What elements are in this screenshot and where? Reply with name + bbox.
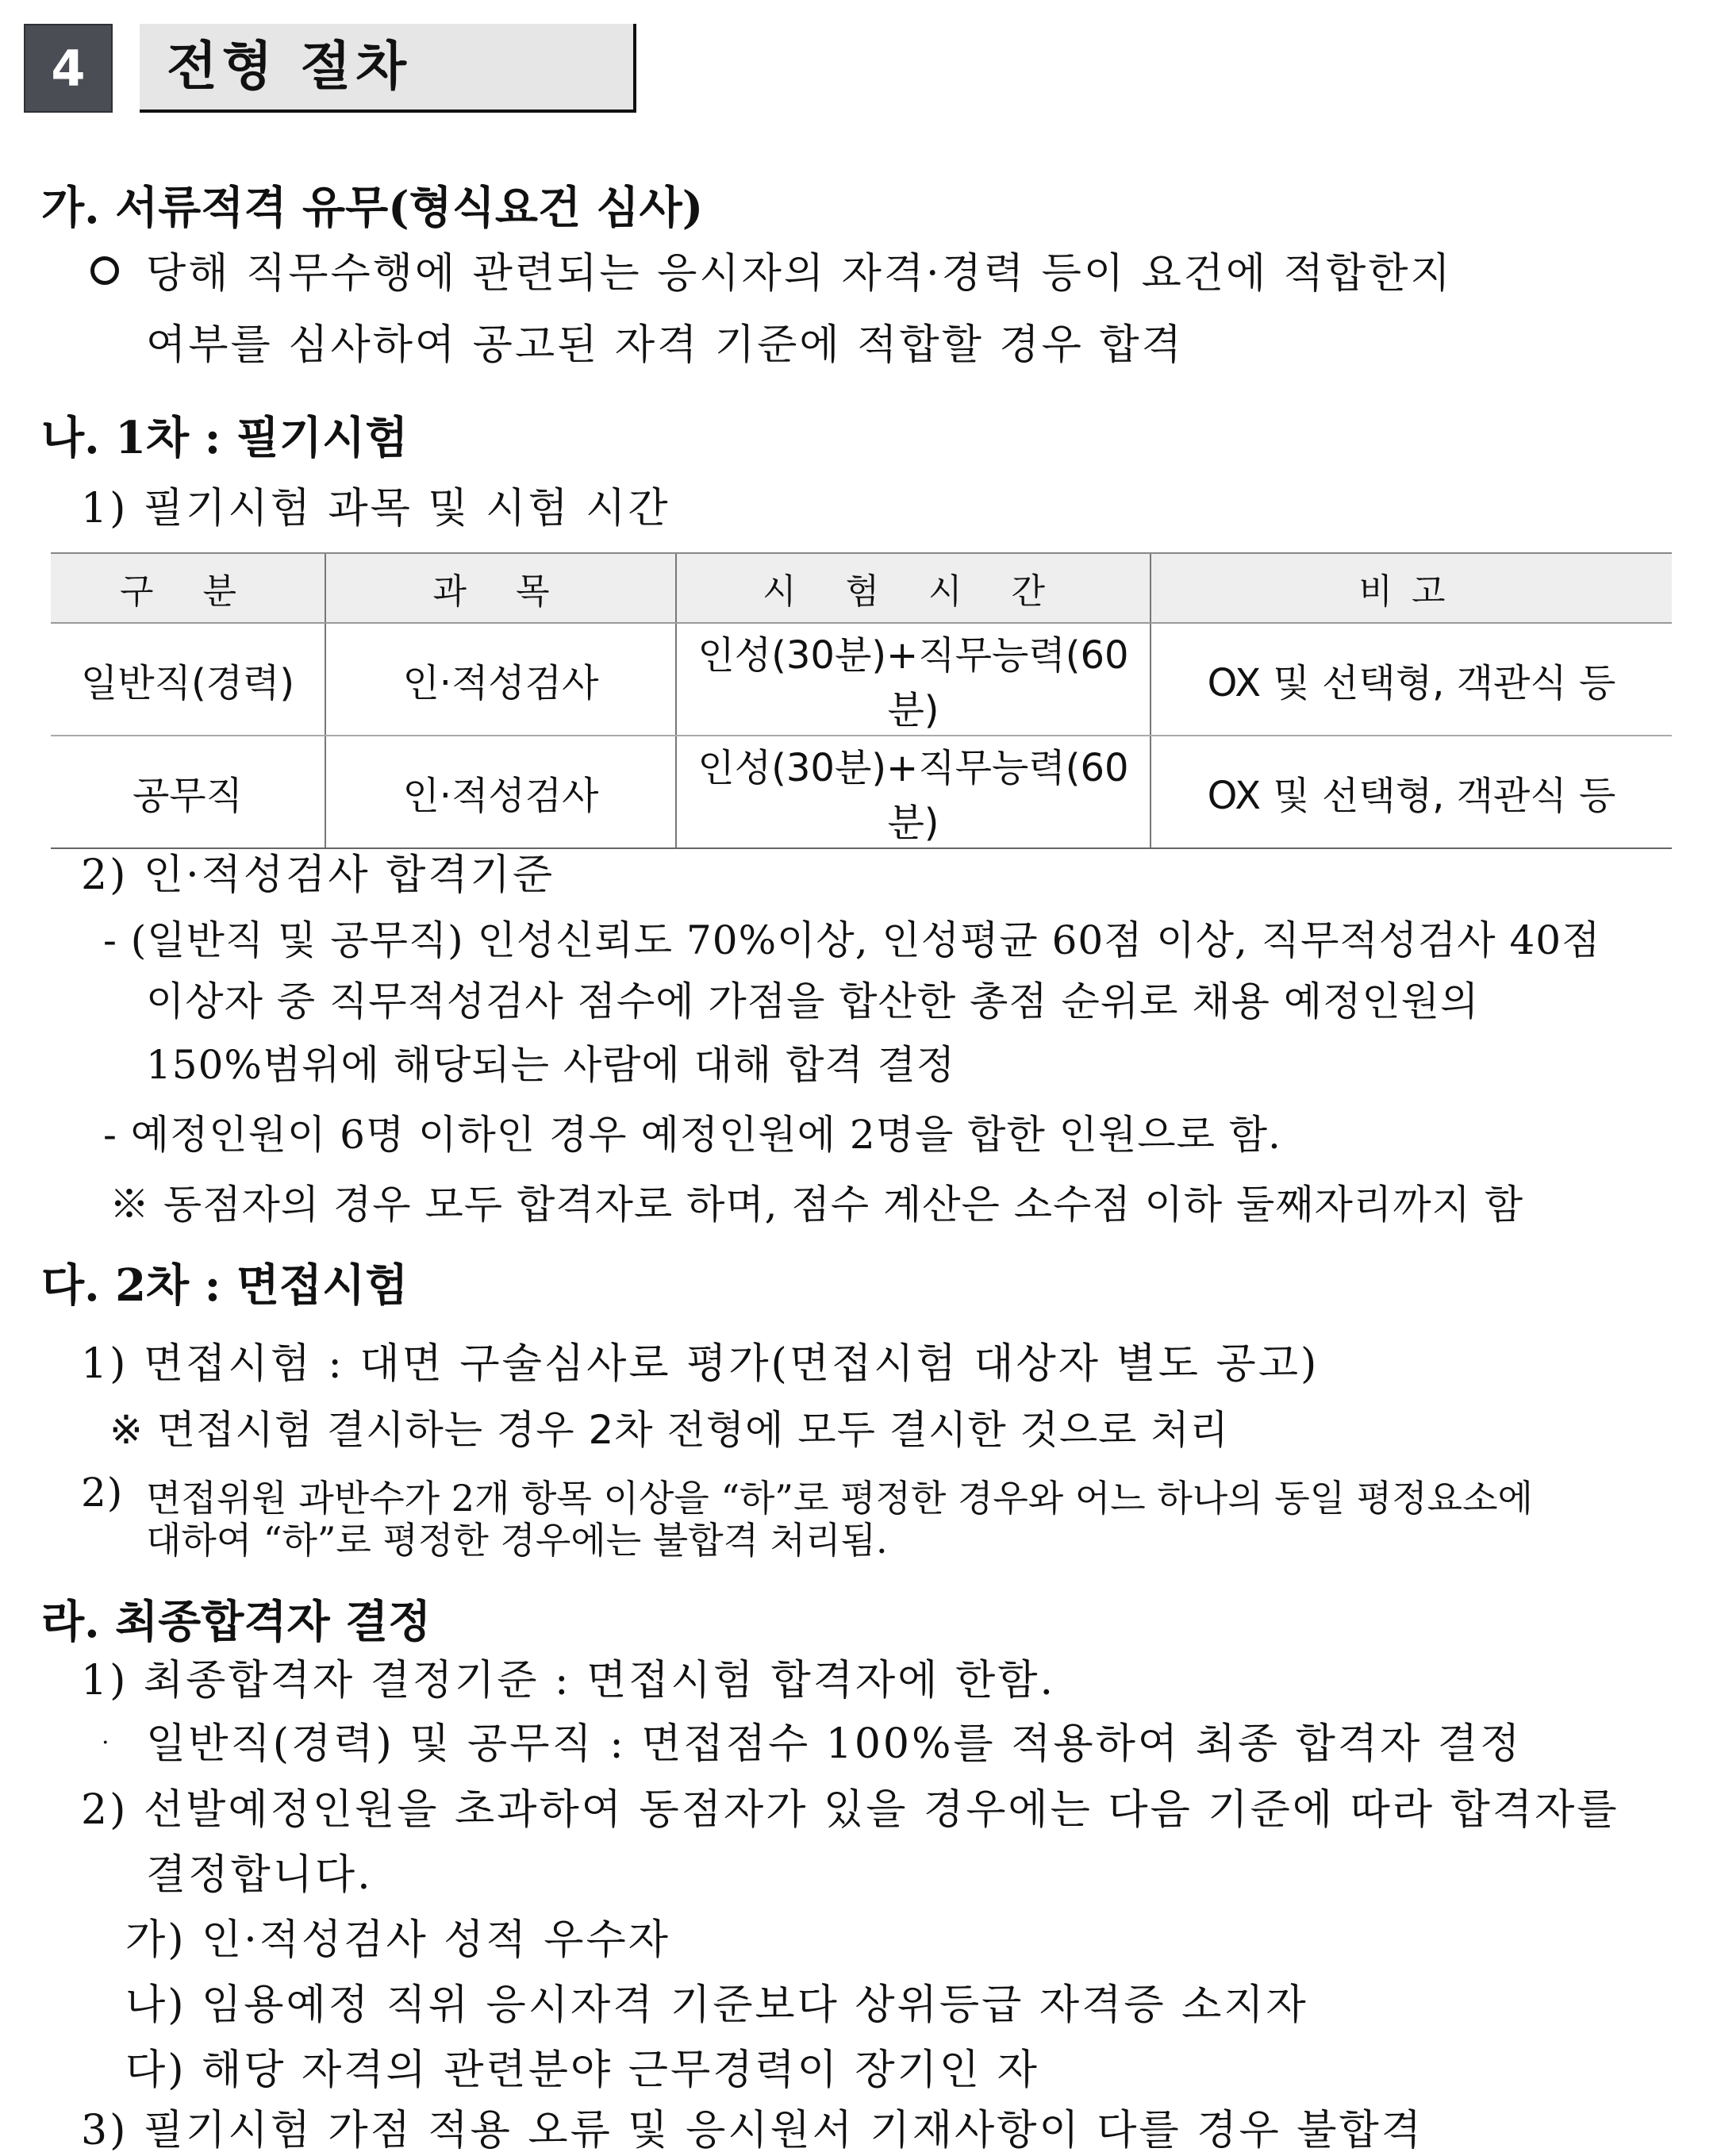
table-row	[51, 623, 1672, 736]
da-item2-line1: 면접위원 과반수가 2개 항목 이상을 “하”로 평정한 경우와 어느 하나의 동일 평정요소에	[146, 1477, 1533, 1520]
table-cell: 인·적성검사	[325, 623, 676, 736]
heading-written-test: 나. 1차 : 필기시험	[41, 412, 409, 464]
exam-schedule-table	[51, 552, 1672, 849]
table-cell: 인성(30분)+직무능력(60분)	[676, 623, 1151, 736]
table-cell: 공무직	[51, 736, 325, 848]
ga-bullet-line1: 당해 직무수행에 관련되는 응시자의 자격·경력 등이 요건에 적합한지	[146, 250, 1453, 298]
na-item1: 1) 필기시험 과목 및 시험 시간	[81, 485, 670, 532]
section-title: 전형 절차	[140, 24, 636, 113]
ra-item1: 1) 최종합격자 결정기준 : 면접시험 합격자에 한함.	[81, 1657, 1056, 1704]
table-cell: 일반직(경력)	[51, 623, 325, 736]
ra-sub1: 일반직(경력) 및 공무직 : 면접점수 100%를 적용하여 최종 합격자 결정	[146, 1720, 1523, 1768]
na-dash1-line2: 이상자 중 직무적성검사 점수에 가점을 합산한 총점 순위로 채용 예정인원의	[146, 978, 1480, 1024]
ra-sub-na: 나) 임용예정 직위 응시자격 기준보다 상위등급 자격증 소지자	[125, 1981, 1308, 2029]
table-header-cell: 과 목	[325, 553, 676, 623]
circle-bullet-icon	[90, 256, 119, 285]
table-cell: OX 및 선택형, 객관식 등	[1151, 623, 1672, 736]
na-dash2: - 예정인원이 6명 이하인 경우 예정인원에 2명을 합한 인원으로 함.	[103, 1112, 1281, 1158]
na-dash1-line3: 150%범위에 해당되는 사람에 대해 합격 결정	[146, 1042, 956, 1088]
na-note: ※ 동점자의 경우 모두 합격자로 하며, 점수 계산은 소수점 이하 둘째자리까지 함	[109, 1182, 1524, 1228]
table-header-cell: 시 험 시 간	[676, 553, 1151, 623]
table-cell: OX 및 선택형, 객관식 등	[1151, 736, 1672, 848]
table-row	[51, 736, 1672, 848]
ga-bullet-line2: 여부를 심사하여 공고된 자격 기준에 적합할 경우 합격	[146, 321, 1184, 369]
na-item2: 2) 인·적성검사 합격기준	[81, 851, 555, 899]
ra-item2-line1: 2) 선발예정인원을 초과하여 동점자가 있을 경우에는 다음 기준에 따라 합격자를	[81, 1786, 1619, 1834]
ra-item3: 3) 필기시험 가점 적용 오류 및 응시원서 기재사항이 다를 경우 불합격	[81, 2107, 1423, 2154]
table-cell: 인성(30분)+직무능력(60분)	[676, 736, 1151, 848]
table-cell: 인·적성검사	[325, 736, 676, 848]
ra-item2-line2: 결정합니다.	[146, 1851, 373, 1899]
heading-interview: 다. 2차 : 면접시험	[41, 1259, 409, 1312]
na-dash1-line1: - (일반직 및 공무직) 인성신뢰도 70%이상, 인성평균 60점 이상, 직무적성검사 40점	[103, 917, 1601, 963]
heading-document-screening: 가. 서류적격 유무(형식요건 심사)	[41, 182, 704, 234]
table-header-cell: 비고	[1151, 553, 1672, 623]
heading-final-decision: 라. 최종합격자 결정	[41, 1596, 432, 1648]
ra-sub-da: 다) 해당 자격의 관련분야 근무경력이 장기인 자	[125, 2046, 1039, 2094]
ra-sub-ga: 가) 인·적성검사 성적 우수자	[125, 1916, 670, 1964]
table-header-cell: 구 분	[51, 553, 325, 623]
da-note: ※ 면접시험 결시하는 경우 2차 전형에 모두 결시한 것으로 처리	[109, 1407, 1229, 1453]
da-item2-line2: 대하여 “하”로 평정한 경우에는 불합격 처리됨.	[146, 1519, 888, 1562]
da-item2-number: 2)	[81, 1470, 124, 1516]
section-number-badge: 4	[24, 24, 113, 113]
ra-sub1-marker: .	[102, 1722, 109, 1750]
table-header-row	[51, 553, 1672, 623]
da-item1: 1) 면접시험 : 대면 구술심사로 평가(면접시험 대상자 별도 공고)	[81, 1340, 1320, 1388]
